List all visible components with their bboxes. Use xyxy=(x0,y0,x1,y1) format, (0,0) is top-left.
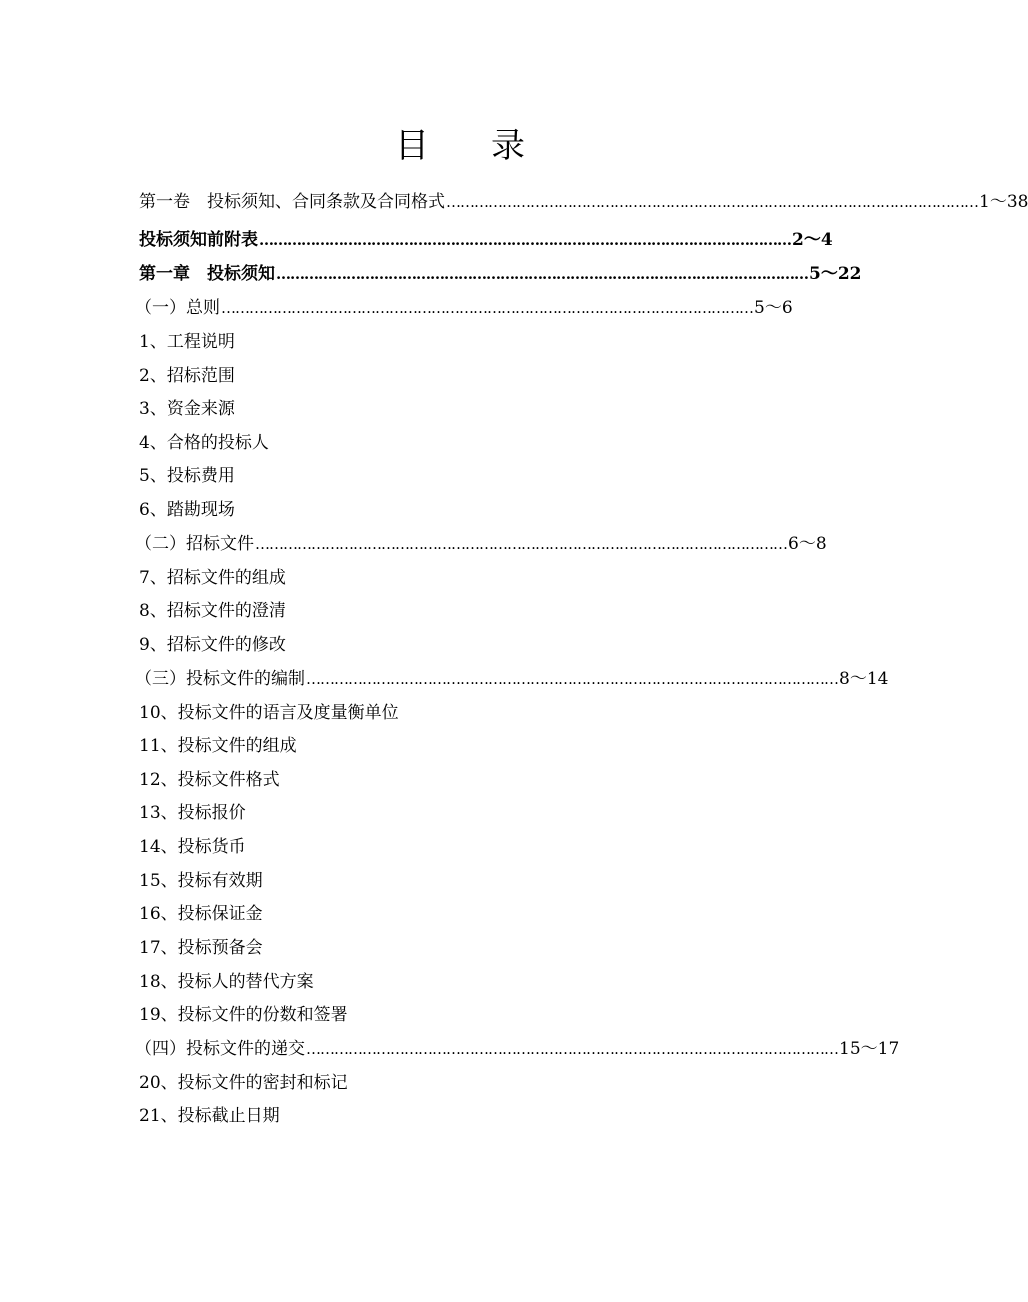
toc-leader-dots: …………………………………………………………………………………………………… xyxy=(221,299,753,317)
toc-leader-dots: …………………………………………………………………………………………………… xyxy=(259,231,791,249)
toc-entry[interactable] xyxy=(139,701,399,725)
toc-entry[interactable] xyxy=(139,364,235,388)
toc-leader-dots: …………………………………………………………………………………………………… xyxy=(276,265,808,283)
toc-entry[interactable] xyxy=(139,464,235,488)
toc-entry[interactable] xyxy=(139,970,314,994)
toc-entry-label: 10、投标文件的语言及度量衡单位 xyxy=(139,703,399,723)
page-title xyxy=(0,122,920,170)
toc-entry-pages: 8～14 xyxy=(839,669,889,689)
toc-entry-pages: 5～6 xyxy=(754,298,793,318)
toc-entry-label: 5、投标费用 xyxy=(139,466,235,486)
toc-entry-label: 15、投标有效期 xyxy=(139,871,263,891)
toc-leader-dots: …………………………………………………………………………………………………… xyxy=(306,1040,838,1058)
toc-entry-label: 21、投标截止日期 xyxy=(139,1106,280,1126)
title-char-1: 目 xyxy=(395,126,429,166)
toc-entry-label: （一）总则 xyxy=(135,298,220,318)
toc-leader-dots: …………………………………………………………………………………………………… xyxy=(255,535,787,553)
toc-entry[interactable] xyxy=(135,296,793,320)
toc-entry[interactable] xyxy=(139,397,235,421)
toc-entry-label: （四）投标文件的递交 xyxy=(135,1039,305,1059)
toc-entry-label: （二）招标文件 xyxy=(135,534,254,554)
toc-entry-label: 18、投标人的替代方案 xyxy=(139,972,314,992)
toc-entry-label: 4、合格的投标人 xyxy=(139,433,269,453)
toc-entry[interactable] xyxy=(139,936,263,960)
toc-entry-label: 12、投标文件格式 xyxy=(139,770,280,790)
toc-entry-label: 14、投标货币 xyxy=(139,837,246,857)
toc-entry-label: 8、招标文件的澄清 xyxy=(139,601,286,621)
toc-entry-label: 投标须知前附表 xyxy=(139,230,258,250)
toc-entry[interactable] xyxy=(139,498,235,522)
toc-entry-pages: 5～22 xyxy=(809,264,862,284)
toc-entry[interactable] xyxy=(139,599,286,623)
toc-leader-dots: …………………………………………………………………………………………………… xyxy=(446,193,978,211)
toc-entry-label: 第一章 投标须知 xyxy=(139,264,275,284)
toc-entry-label: （三）投标文件的编制 xyxy=(135,669,305,689)
toc-entry[interactable] xyxy=(139,768,280,792)
toc-entry[interactable] xyxy=(139,1003,348,1027)
toc-entry-label: 11、投标文件的组成 xyxy=(139,736,297,756)
toc-entry-label: 6、踏勘现场 xyxy=(139,500,235,520)
toc-entry-label: 20、投标文件的密封和标记 xyxy=(139,1073,348,1093)
toc-entry[interactable] xyxy=(135,667,889,691)
toc-entry-label: 19、投标文件的份数和签署 xyxy=(139,1005,348,1025)
toc-entry-label: 13、投标报价 xyxy=(139,803,246,823)
title-char-2: 录 xyxy=(491,126,525,166)
toc-entry[interactable] xyxy=(139,228,833,252)
toc-entry[interactable] xyxy=(139,633,286,657)
toc-leader-dots: …………………………………………………………………………………………………… xyxy=(306,670,838,688)
toc-entry-label: 17、投标预备会 xyxy=(139,938,263,958)
toc-entry[interactable] xyxy=(139,566,286,590)
toc-entry-label: 3、资金来源 xyxy=(139,399,235,419)
toc-entry-label: 9、招标文件的修改 xyxy=(139,635,286,655)
toc-entry[interactable] xyxy=(139,262,862,286)
toc-entry-label: 16、投标保证金 xyxy=(139,904,263,924)
toc-entry-label: 7、招标文件的组成 xyxy=(139,568,286,588)
toc-entry[interactable] xyxy=(139,902,263,926)
toc-entry-pages: 2～4 xyxy=(792,230,833,250)
toc-entry-pages: 1～38 xyxy=(979,192,1028,212)
toc-entry-label: 1、工程说明 xyxy=(139,332,235,352)
toc-entry[interactable] xyxy=(139,801,246,825)
toc-entry[interactable] xyxy=(139,835,246,859)
toc-entry[interactable] xyxy=(139,330,235,354)
toc-entry-pages: 15～17 xyxy=(839,1039,900,1059)
toc-entry[interactable] xyxy=(139,869,263,893)
toc-entry[interactable] xyxy=(139,734,297,758)
toc-entry[interactable] xyxy=(139,1104,280,1128)
toc-entry-label: 第一卷 投标须知、合同条款及合同格式 xyxy=(139,192,445,212)
toc-entry[interactable] xyxy=(135,532,827,556)
toc-entry-label: 2、招标范围 xyxy=(139,366,235,386)
toc-entry[interactable] xyxy=(135,1037,900,1061)
toc-entry[interactable] xyxy=(139,431,269,455)
toc-entry-pages: 6～8 xyxy=(788,534,827,554)
toc-entry[interactable] xyxy=(139,190,1028,214)
toc-entry[interactable] xyxy=(139,1071,348,1095)
